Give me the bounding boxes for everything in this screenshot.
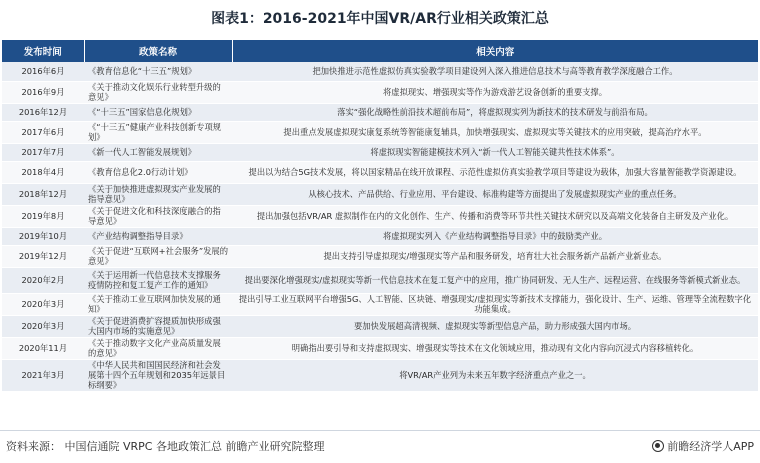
table-row bbox=[2, 359, 758, 391]
table-row bbox=[2, 267, 758, 293]
cell-date: 2020年2月 bbox=[2, 267, 84, 293]
cell-content: 提出以为结合5G技术发展，将以国家精品在线开放课程、示范性虚拟仿真实验教学项目等建设为载体，加强大容量智能教学资源建设。 bbox=[232, 161, 758, 183]
cell-policy-name: 《新一代人工智能发展规划》 bbox=[84, 143, 232, 161]
chart-title: 图表1：2016-2021年中国VR/AR行业相关政策汇总 bbox=[211, 11, 549, 27]
cell-content: 将虚拟现实、增强现实等作为游戏游艺设备创新的重要支撑。 bbox=[232, 81, 758, 103]
header-content: 相关内容 bbox=[232, 40, 758, 62]
cell-content: 要加快发展超高清视频、虚拟现实等新型信息产品，助力形成强大国内市场。 bbox=[232, 315, 758, 337]
table-row bbox=[2, 161, 758, 183]
table-header-row bbox=[2, 40, 758, 62]
footer bbox=[0, 430, 760, 458]
cell-policy-name: 《关于运用新一代信息技术支撑服务疫情防控和复工复产工作的通知》 bbox=[84, 267, 232, 293]
cell-policy-name: 《产业结构调整指导目录》 bbox=[84, 227, 232, 245]
cell-date: 2017年6月 bbox=[2, 121, 84, 143]
policy-table bbox=[2, 40, 758, 392]
cell-policy-name: 《关于推动文化娱乐行业转型升级的意见》 bbox=[84, 81, 232, 103]
cell-policy-name: 《“十三五”健康产业科技创新专项规划》 bbox=[84, 121, 232, 143]
cell-content: 提出引导工业互联网平台增强5G、人工智能、区块链、增强现实/虚拟现实等新技术支撑能力，强化设计、生产、运维、管理等全流程数字化功能集成。 bbox=[232, 293, 758, 315]
cell-date: 2021年3月 bbox=[2, 359, 84, 391]
cell-date: 2016年9月 bbox=[2, 81, 84, 103]
cell-policy-name: 《关于推动工业互联网加快发展的通知》 bbox=[84, 293, 232, 315]
header-policy-name: 政策名称 bbox=[84, 40, 232, 62]
cell-policy-name: 《教育信息化“十三五”规划》 bbox=[84, 62, 232, 81]
cell-content: 将虚拟现实列入《产业结构调整指导目录》中的鼓励类产业。 bbox=[232, 227, 758, 245]
cell-content: 将VR/AR产业列为未来五年数字经济重点产业之一。 bbox=[232, 359, 758, 391]
cell-policy-name: 《关于推动数字文化产业高质量发展的意见》 bbox=[84, 337, 232, 359]
table-row bbox=[2, 227, 758, 245]
cell-date: 2020年3月 bbox=[2, 293, 84, 315]
brand-label: 前瞻经济学人APP bbox=[667, 440, 754, 453]
table-row bbox=[2, 245, 758, 267]
cell-content: 提出加强包括VR/AR 虚拟制作在内的文化创作、生产、传播和消费等环节共性关键技术研究以及高端文化装备自主研发及产业化。 bbox=[232, 205, 758, 227]
cell-policy-name: 《中华人民共和国国民经济和社会发展第十四个五年规划和2035年远景目标纲要》 bbox=[84, 359, 232, 391]
cell-content: 提出要深化增强现实/虚拟现实等新一代信息技术在复工复产中的应用，推广协同研发、无人生产、远程运营、在线服务等新模式新业态。 bbox=[232, 267, 758, 293]
table-row bbox=[2, 183, 758, 205]
table-row bbox=[2, 315, 758, 337]
cell-content: 提出重点发展虚拟现实康复系统等智能康复辅具，加快增强现实、虚拟现实等关键技术的应用突破，提高治疗水平。 bbox=[232, 121, 758, 143]
cell-date: 2018年4月 bbox=[2, 161, 84, 183]
brand bbox=[652, 438, 754, 454]
cell-date: 2020年3月 bbox=[2, 315, 84, 337]
cell-date: 2020年11月 bbox=[2, 337, 84, 359]
table-row bbox=[2, 62, 758, 81]
table-row bbox=[2, 81, 758, 103]
cell-content: 落实“强化战略性前沿技术超前布局”，将虚拟现实列为新技术的技术研发与前沿布局。 bbox=[232, 103, 758, 121]
table-row bbox=[2, 293, 758, 315]
cell-date: 2016年12月 bbox=[2, 103, 84, 121]
cell-date: 2019年12月 bbox=[2, 245, 84, 267]
header-date: 发布时间 bbox=[2, 40, 84, 62]
cell-policy-name: 《关于促进文化和科技深度融合的指导意见》 bbox=[84, 205, 232, 227]
table-row bbox=[2, 205, 758, 227]
cell-content: 将虚拟现实智能建模技术列入“新一代人工智能关键共性技术体系”。 bbox=[232, 143, 758, 161]
cell-date: 2019年8月 bbox=[2, 205, 84, 227]
cell-policy-name: 《“十三五”国家信息化规划》 bbox=[84, 103, 232, 121]
cell-policy-name: 《教育信息化2.0行动计划》 bbox=[84, 161, 232, 183]
source-note: 资料来源： 中国信通院 VRPC 各地政策汇总 前瞻产业研究院整理 bbox=[6, 440, 325, 453]
cell-date: 2019年10月 bbox=[2, 227, 84, 245]
table-row bbox=[2, 143, 758, 161]
cell-policy-name: 《关于促进消费扩容提质加快形成强大国内市场的实施意见》 bbox=[84, 315, 232, 337]
cell-policy-name: 《关于促进“互联网+社会服务”发展的意见》 bbox=[84, 245, 232, 267]
cell-content: 从核心技术、产品供给、行业应用、平台建设、标准构建等方面提出了发展虚拟现实产业的重点任务。 bbox=[232, 183, 758, 205]
table-row bbox=[2, 121, 758, 143]
cell-date: 2018年12月 bbox=[2, 183, 84, 205]
table-row bbox=[2, 103, 758, 121]
cell-content: 明确指出要引导和支持虚拟现实、增强现实等技术在文化领域应用，推动现有文化内容向沉浸式内容移植转化。 bbox=[232, 337, 758, 359]
cell-date: 2017年7月 bbox=[2, 143, 84, 161]
cell-content: 把加快推进示范性虚拟仿真实验教学项目建设列入深入推进信息技术与高等教育教学深度融合工作。 bbox=[232, 62, 758, 81]
cell-date: 2016年6月 bbox=[2, 62, 84, 81]
table-body bbox=[2, 62, 758, 391]
cell-content: 提出支持引导虚拟现实/增强现实等产品和服务研发，培育壮大社会服务新产品新产业新业态。 bbox=[232, 245, 758, 267]
cell-policy-name: 《关于加快推进虚拟现实产业发展的指导意见》 bbox=[84, 183, 232, 205]
table-row bbox=[2, 337, 758, 359]
qianzhan-logo-icon bbox=[652, 440, 664, 452]
